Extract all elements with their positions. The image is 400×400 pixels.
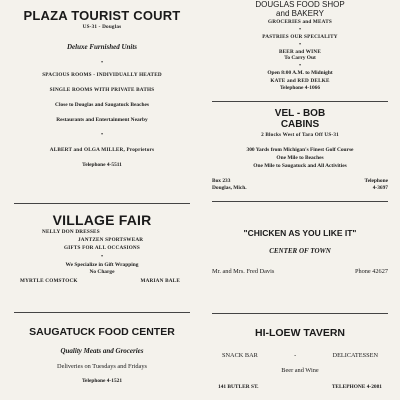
village-fair-ad	[14, 212, 190, 284]
vel-bob-cabins-ad	[212, 108, 388, 191]
saugatuck-name: SAUGATUCK FOOD CENTER	[29, 326, 175, 338]
douglas-name-2: and BAKERY	[276, 9, 324, 18]
douglas-line-5: Open 8:00 A.M. to Midnight	[267, 70, 333, 76]
douglas-name-1: DOUGLAS FOOD SHOP	[255, 0, 345, 9]
saugatuck-food-center-ad	[14, 326, 190, 384]
velbob-name-1: VEL - BOB	[274, 108, 326, 119]
hiloew-line-2: DELICATESSEN	[332, 352, 378, 359]
village-line-1: NELLY DON DRESSES	[42, 229, 100, 235]
village-line-5: No Charge	[89, 269, 115, 275]
plaza-line-1: SPACIOUS ROOMS - INDIVIDUALLY HEATED	[42, 72, 162, 78]
douglas-line-2: PASTRIES OUR SPECIALITY	[262, 34, 338, 40]
douglas-bullet-2: •	[298, 42, 302, 48]
hiloew-phone: TELEPHONE 4-2081	[331, 384, 382, 390]
village-person-1: MYRTLE COMSTOCK	[20, 278, 78, 284]
chicken-tagline: CENTER OF TOWN	[269, 247, 331, 255]
village-line-3: GIFTS FOR ALL OCCASIONS	[64, 245, 140, 251]
douglas-food-shop-ad	[212, 0, 388, 91]
hiloew-name: HI-LOEW TAVERN	[254, 327, 346, 339]
velbob-line-2: 300 Yards from Michigan's Finest Golf Course	[246, 147, 354, 153]
velbob-line-1: 2 Blocks West of Tara Off US-31	[261, 132, 339, 138]
plaza-owners: ALBERT and OLGA MILLER, Proprietors	[49, 147, 155, 153]
velbob-phone-label: Telephone	[364, 178, 388, 184]
plaza-line-3: Close to Douglas and Saugatuck Beaches	[55, 102, 149, 108]
village-name: VILLAGE FAIR	[52, 212, 152, 228]
plaza-tagline: Deluxe Furnished Units	[66, 43, 138, 51]
village-bullet: •	[100, 254, 104, 260]
saugatuck-phone: Telephone 4-1521	[81, 378, 123, 384]
douglas-owners: KATE and RED DELKE	[270, 78, 330, 84]
velbob-name-2: CABINS	[280, 119, 320, 130]
velbob-town: Douglas, Mich.	[212, 185, 247, 191]
hiloew-address: 141 BUTLER ST.	[218, 384, 259, 390]
divider	[212, 101, 388, 102]
plaza-phone: Telephone 4-5511	[82, 162, 122, 168]
village-line-2: JANTZEN SPORTSWEAR	[78, 237, 144, 243]
velbob-phone: 4-3697	[372, 185, 388, 191]
douglas-phone: Telephone 4-1066	[279, 85, 321, 91]
douglas-bullet-1: •	[298, 27, 302, 33]
village-person-2: MARIAN BALE	[140, 278, 180, 284]
plaza-bullet-1: •	[100, 60, 104, 66]
douglas-line-1: GROCERIES and MEATS	[268, 19, 332, 25]
plaza-route: US-31 - Douglas	[82, 24, 122, 30]
chicken-as-you-like-it-ad	[212, 228, 388, 275]
plaza-tourist-court-ad	[14, 8, 190, 168]
chicken-phone: Phone 42627	[354, 268, 388, 275]
velbob-box: Box 233	[212, 178, 231, 184]
hiloew-line-1: SNACK BAR	[222, 352, 258, 359]
chicken-owners: Mr. and Mrs. Fred Davis	[212, 268, 275, 275]
plaza-bullet-2: •	[100, 132, 104, 138]
douglas-bullet-3: •	[298, 63, 302, 69]
village-line-4: We Specialize in Gift Wrapping	[65, 262, 139, 268]
plaza-line-4: Restaurants and Entertainment Nearby	[56, 117, 148, 123]
divider	[212, 201, 388, 202]
saugatuck-tagline: Quality Meats and Groceries	[60, 347, 144, 355]
divider	[14, 203, 190, 204]
hiloew-line-3: Beer and Wine	[281, 367, 319, 374]
douglas-line-3: BEER and WINE	[278, 49, 321, 55]
velbob-line-3: One Mile to Beaches	[276, 155, 324, 161]
divider	[212, 313, 388, 314]
douglas-line-4: To Carry Out	[284, 55, 316, 61]
plaza-name: PLAZA TOURIST COURT	[23, 8, 181, 23]
chicken-name: "CHICKEN AS YOU LIKE IT"	[243, 228, 357, 238]
hi-loew-tavern-ad	[212, 327, 388, 390]
plaza-line-2: SINGLE ROOMS WITH PRIVATE BATHS	[49, 87, 155, 93]
velbob-line-4: One Mile to Saugatuck and All Activities	[253, 163, 347, 169]
divider	[14, 312, 190, 313]
saugatuck-line-1: Deliveries on Tuesdays and Fridays	[57, 363, 147, 370]
hiloew-dash: -	[294, 352, 297, 359]
